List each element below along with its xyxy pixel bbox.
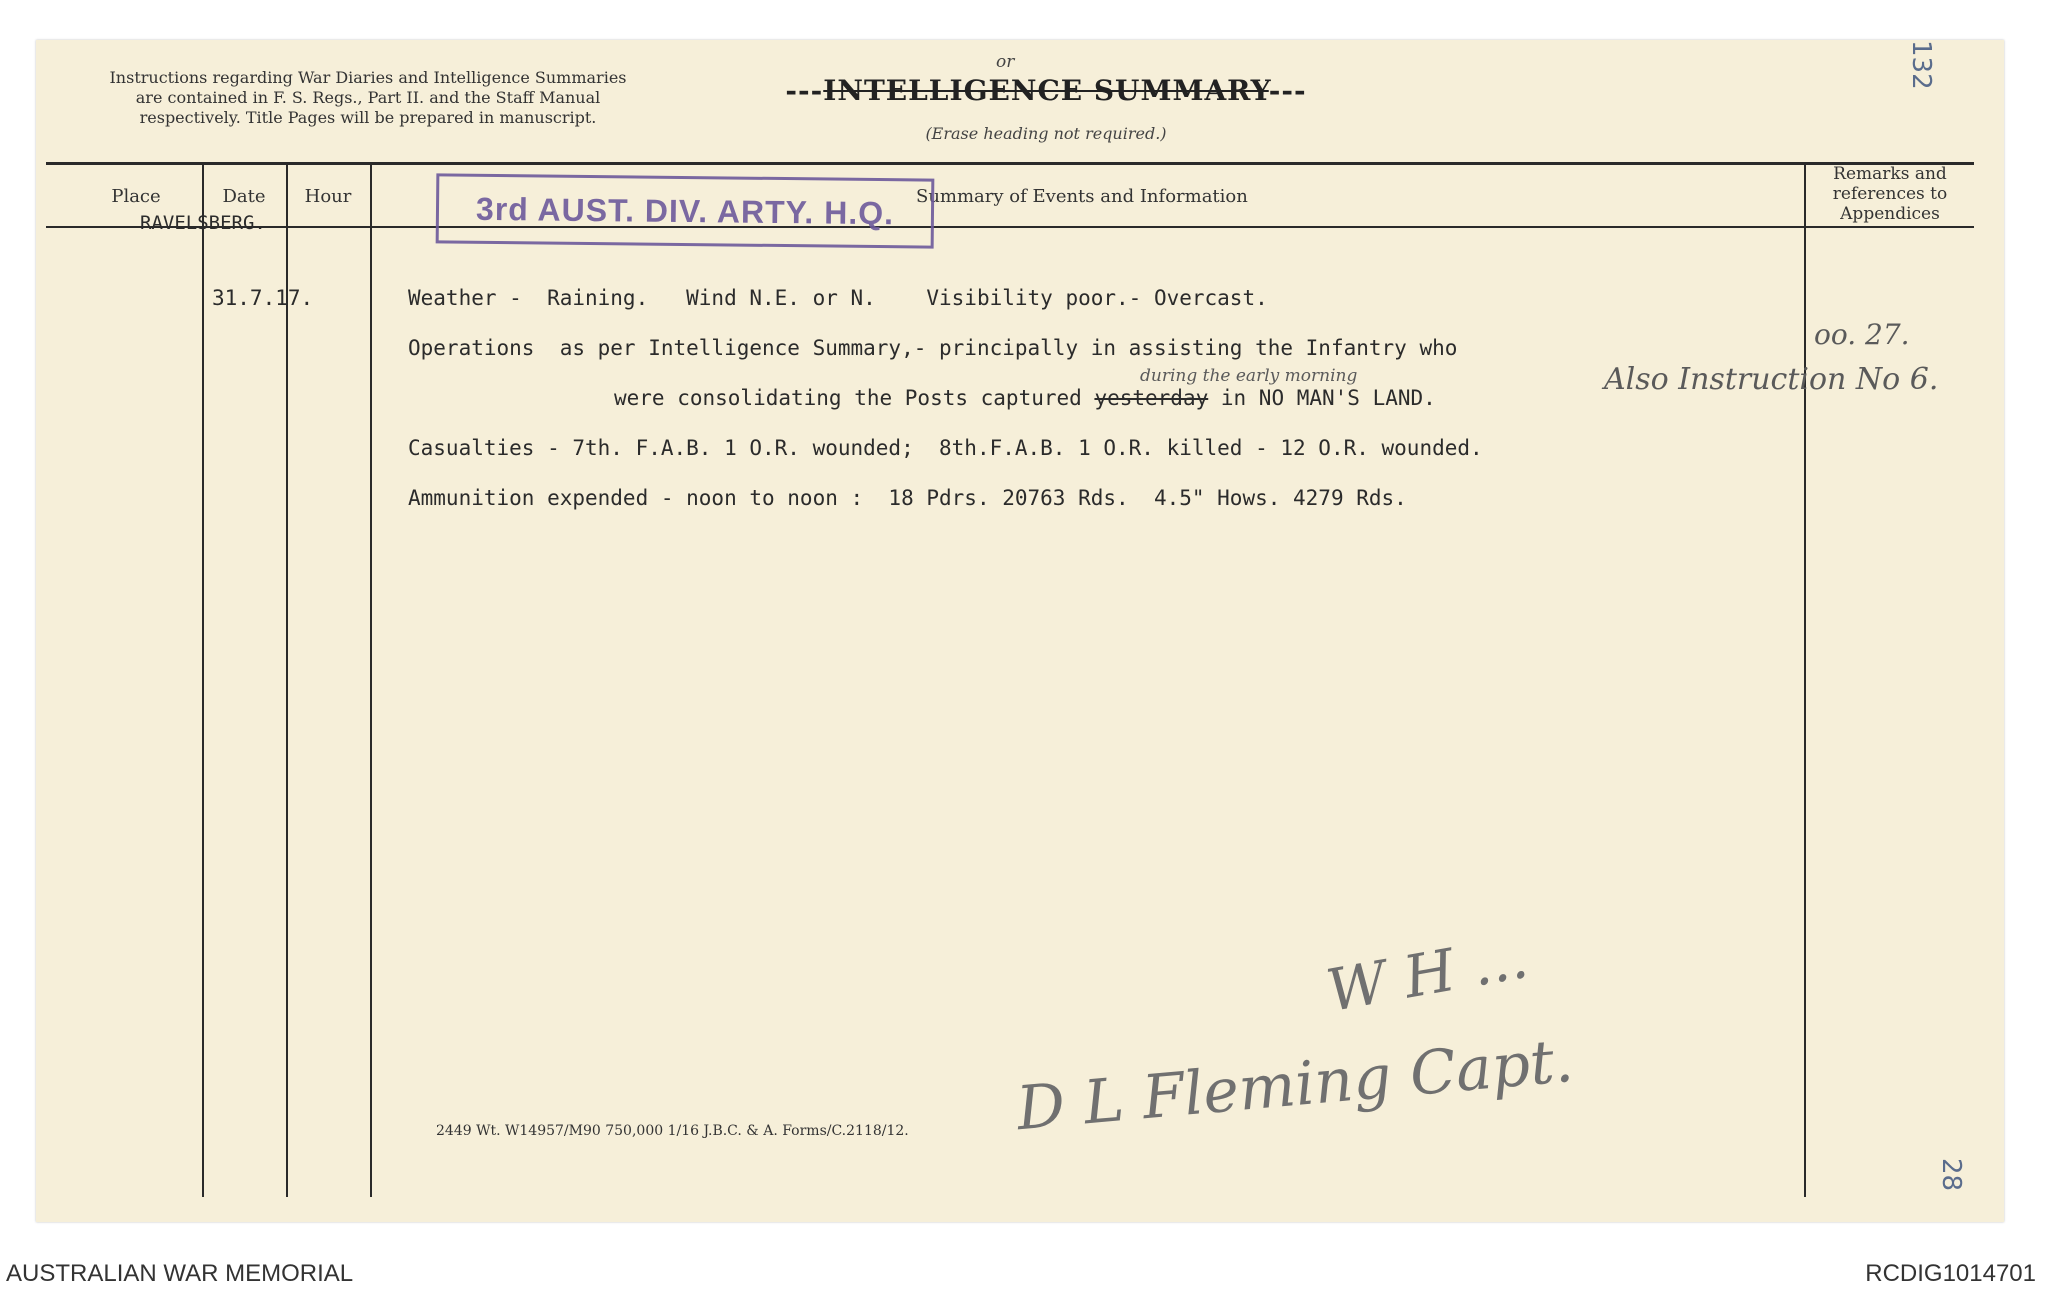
col-divider-hour bbox=[370, 162, 372, 1197]
entry-operations-cont-a: were consolidating the Posts captured bbox=[614, 386, 1095, 410]
entry-struck-word: yesterday bbox=[1094, 386, 1209, 410]
col-header-remarks bbox=[1808, 164, 1972, 224]
entry-operations-cont bbox=[614, 386, 1436, 410]
col-divider-date bbox=[286, 162, 288, 1197]
entry-insert-note: during the early morning bbox=[1140, 366, 1358, 386]
page-number-bottom: 28 bbox=[1936, 1158, 1966, 1192]
entry-date: 31.7.17. bbox=[212, 286, 314, 310]
entry-casualties: Casualties - 7th. F.A.B. 1 O.R. wounded; 8th.F.A.B. 1 O.R. killed - 12 O.R. wounded. bbox=[408, 436, 1483, 460]
col-header-remarks-2: references to bbox=[1832, 184, 1948, 204]
diary-page bbox=[36, 40, 2004, 1222]
or-label: or bbox=[996, 52, 1015, 72]
col-header-remarks-3: Appendices bbox=[1840, 204, 1940, 224]
page-title: ---INTELLIGENCE SUMMARY--- bbox=[785, 74, 1307, 107]
entry-ammunition: Ammunition expended - noon to noon : 18 Pdrs. 20763 Rds. 4.5" Hows. 4279 Rds. bbox=[408, 486, 1407, 510]
footer-left: AUSTRALIAN WAR MEMORIAL bbox=[6, 1260, 354, 1287]
col-divider-remarks bbox=[1804, 162, 1806, 1197]
remark-note: Also Instruction No 6. bbox=[1604, 362, 1939, 397]
table-top-rule bbox=[46, 162, 1974, 165]
col-header-place: Place bbox=[111, 186, 161, 207]
remark-reference: oo. 27. bbox=[1814, 318, 1910, 351]
entry-operations-cont-b: in NO MAN'S LAND. bbox=[1208, 386, 1436, 410]
col-header-remarks-1: Remarks and bbox=[1833, 164, 1947, 184]
entry-weather: Weather - Raining. Wind N.E. or N. Visibility poor.- Overcast. bbox=[408, 286, 1268, 310]
signature-1: W H ... bbox=[1321, 922, 1533, 1026]
signature-2: D L Fleming Capt. bbox=[1014, 1025, 1576, 1145]
unit-stamp: 3rd AUST. DIV. ARTY. H.Q. bbox=[436, 173, 935, 248]
entry-operations: Operations as per Intelligence Summary,- principally in assisting the Infantry who bbox=[408, 336, 1458, 360]
entry-place: RAVELSBERG. bbox=[140, 212, 266, 234]
instructions-text: Instructions regarding War Diaries and Intelligence Summaries are contained in F. S. Regs., Part II. and the Staff Manual respectively. Title Pages will be prepared in manuscript. bbox=[109, 68, 627, 127]
page-number-top: 132 bbox=[1906, 40, 1936, 90]
footer-right: RCDIG1014701 bbox=[1865, 1260, 2036, 1287]
forms-line: 2449 Wt. W14957/M90 750,000 1/16 J.B.C. & A. Forms/C.2118/12. bbox=[436, 1123, 909, 1139]
col-header-summary: Summary of Events and Information bbox=[916, 186, 1248, 207]
title-text: INTELLIGENCE SUMMARY bbox=[823, 74, 1269, 107]
erase-note: (Erase heading not required.) bbox=[925, 124, 1167, 143]
col-header-date: Date bbox=[222, 186, 266, 207]
header-bottom-rule bbox=[46, 226, 1974, 228]
col-header-hour: Hour bbox=[304, 186, 352, 207]
col-divider-place bbox=[202, 162, 204, 1197]
